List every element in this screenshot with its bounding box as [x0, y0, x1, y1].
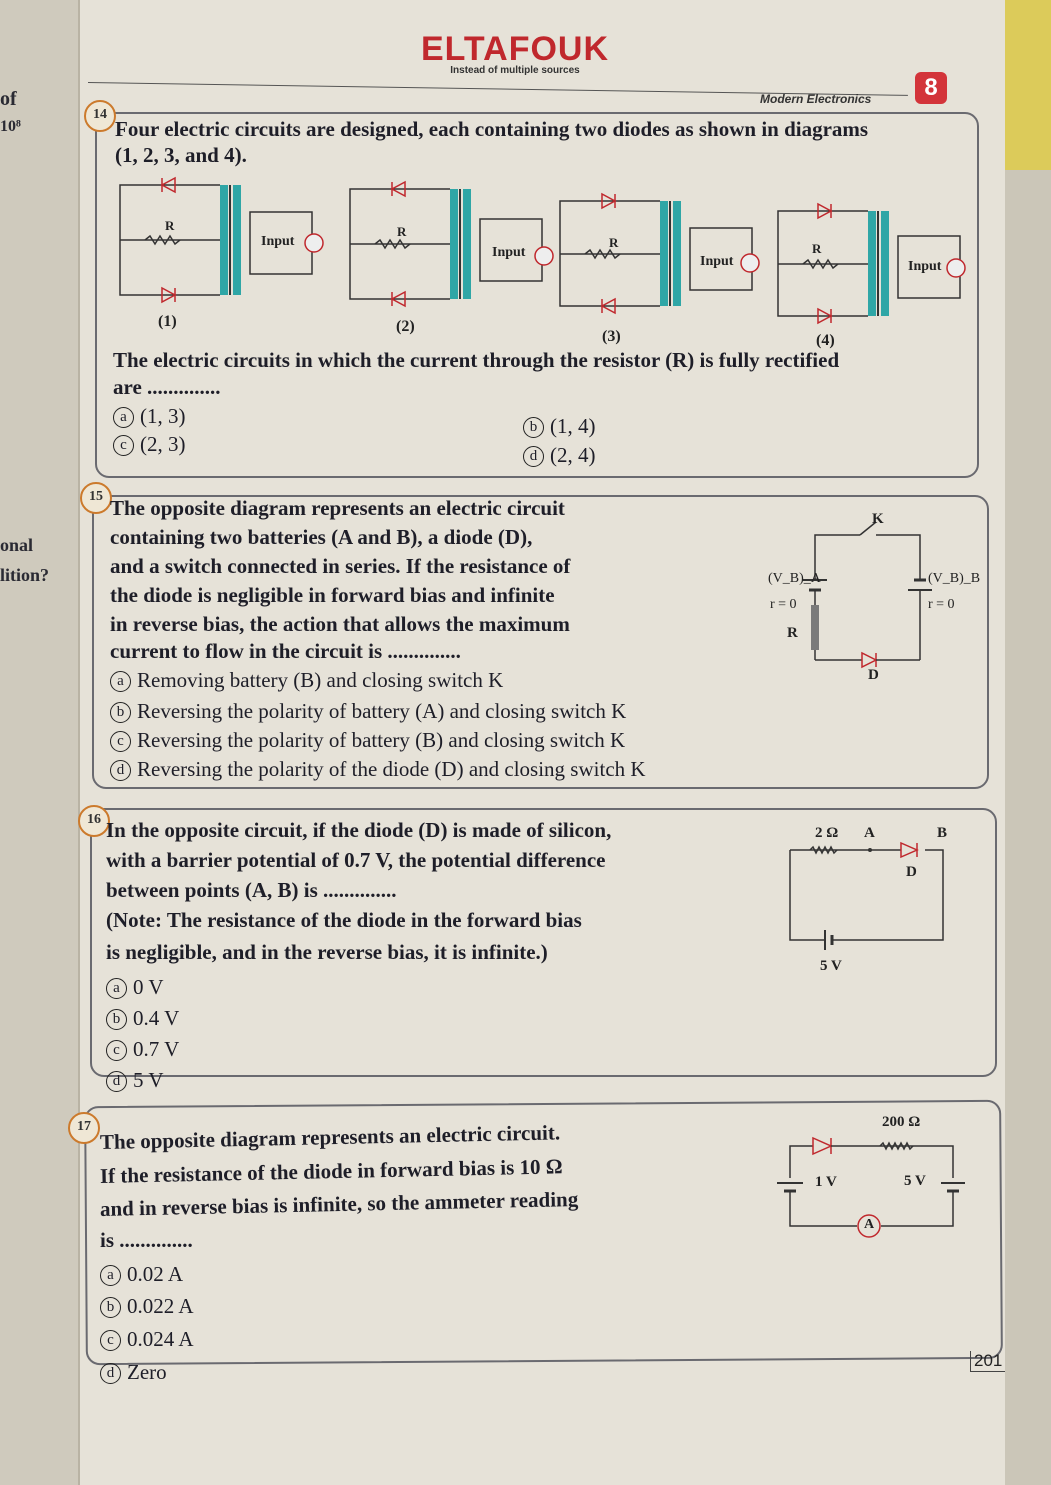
option-bubble: c [100, 1330, 121, 1351]
q15-line: and a switch connected in series. If the resistance of [110, 554, 571, 578]
chapter-number: 8 [915, 72, 947, 104]
resistor-label: R [609, 235, 619, 250]
point-a-label: A [864, 825, 875, 841]
battery-label: 5 V [820, 958, 842, 974]
q15-line: current to flow in the circuit is .............. [110, 639, 461, 663]
input-label: Input [700, 254, 734, 269]
option-b[interactable]: b 0.022 A [100, 1294, 194, 1319]
q16-line: with a barrier potential of 0.7 V, the potential difference [106, 848, 606, 872]
left-fragment: of [0, 88, 17, 110]
option-bubble: a [106, 978, 127, 999]
option-b[interactable]: b (1, 4) [523, 414, 596, 439]
option-b[interactable]: b Reversing the polarity of battery (A) and closing switch K [110, 699, 626, 724]
battery-a-label: (V_B)_A [768, 571, 821, 586]
question-number: 16 [78, 805, 110, 837]
circuit-2 [350, 182, 553, 306]
q15-line: in reverse bias, the action that allows the maximum [110, 612, 570, 636]
option-c[interactable]: c 0.7 V [106, 1037, 179, 1062]
page-edge [1005, 170, 1051, 1485]
point-b-label: B [937, 825, 948, 841]
q16-circuit [785, 835, 955, 955]
option-bubble: b [100, 1297, 121, 1318]
page-number: 201 [970, 1351, 1005, 1372]
input-label: Input [492, 245, 526, 260]
option-a[interactable]: a 0 V [106, 975, 164, 1000]
page-header [420, 30, 610, 76]
q16-line: (Note: The resistance of the diode in the forward bias [106, 908, 582, 932]
battery-b-label: (V_B)_B [928, 571, 981, 586]
q14-question-2: are .............. [113, 375, 221, 399]
option-a[interactable]: a 0.02 A [100, 1262, 183, 1287]
q14-question: The electric circuits in which the current through the resistor (R) is fully rectified [113, 348, 840, 372]
option-c[interactable]: c (2, 3) [113, 432, 186, 457]
option-bubble: c [113, 435, 134, 456]
logo: ELTAFOUK [420, 30, 610, 68]
input-label: Input [261, 234, 295, 249]
q17-line: and in reverse bias is infinite, so the ammeter reading [99, 1186, 579, 1221]
question-number: 15 [80, 482, 112, 514]
q16-line: In the opposite circuit, if the diode (D) is made of silicon, [106, 818, 612, 842]
diagram-label-1: (1) [158, 313, 177, 330]
q16-line: between points (A, B) is .............. [106, 878, 397, 902]
option-bubble: a [113, 407, 134, 428]
resistance-b-label: r = 0 [928, 597, 955, 612]
resistor-label: R [812, 241, 822, 256]
input-label: Input [908, 259, 942, 274]
option-bubble: c [110, 731, 131, 752]
diagram-label-4: (4) [816, 332, 835, 349]
logo-tagline: Instead of multiple sources [450, 65, 580, 76]
resistor-label: 200 Ω [882, 1114, 921, 1130]
q15-line: the diode is negligible in forward bias and infinite [110, 583, 555, 607]
ammeter-icon: A [864, 1217, 875, 1232]
battery-1-label: 1 V [815, 1174, 837, 1190]
option-a[interactable]: a Removing battery (B) and closing switch K [110, 668, 503, 693]
option-bubble: d [106, 1071, 127, 1092]
resistor-label: 2 Ω [815, 825, 839, 841]
option-c[interactable]: c Reversing the polarity of battery (B) and closing switch K [110, 728, 625, 753]
option-bubble: b [106, 1009, 127, 1030]
option-bubble: d [110, 760, 131, 781]
option-c[interactable]: c 0.024 A [100, 1327, 194, 1352]
q15-line: containing two batteries (A and B), a diode (D), [110, 525, 533, 549]
resistor-label: R [165, 218, 175, 233]
left-fragment: 10⁸ [0, 118, 21, 135]
diagram-label-3: (3) [602, 328, 621, 345]
q17-line: The opposite diagram represents an electric circuit. [99, 1120, 561, 1154]
q14-diagrams [100, 170, 980, 340]
q17-line: is .............. [100, 1228, 193, 1252]
diode-label: D [868, 667, 879, 683]
option-d[interactable]: d Zero [100, 1360, 167, 1385]
switch-label: K [872, 511, 884, 527]
option-bubble: d [100, 1363, 121, 1384]
diagram-label-2: (2) [396, 318, 415, 335]
diode-label: D [906, 864, 917, 880]
previous-page-edge [0, 0, 80, 1485]
question-number: 17 [68, 1112, 100, 1144]
resistance-a-label: r = 0 [770, 597, 797, 612]
option-bubble: b [523, 417, 544, 438]
q17-circuit [775, 1128, 975, 1238]
battery-2-label: 5 V [904, 1173, 926, 1189]
q14-stem: Four electric circuits are designed, each containing two diodes as shown in diagrams [115, 117, 869, 141]
option-d[interactable]: d (2, 4) [523, 443, 596, 468]
section-title: Modern Electronics [760, 92, 872, 106]
chapter-tab [1005, 0, 1051, 170]
resistor-label: R [397, 224, 407, 239]
resistor-label: R [787, 625, 798, 641]
question-number: 14 [84, 100, 116, 132]
left-fragment: onal [0, 535, 34, 555]
option-bubble: d [523, 446, 544, 467]
option-bubble: b [110, 702, 131, 723]
option-d[interactable]: d 5 V [106, 1068, 164, 1093]
q15-line: The opposite diagram represents an electric circuit [110, 496, 565, 520]
option-d[interactable]: d Reversing the polarity of the diode (D) and closing switch K [110, 757, 646, 782]
option-b[interactable]: b 0.4 V [106, 1006, 179, 1031]
option-a[interactable]: a (1, 3) [113, 404, 186, 429]
q14-stem-2: (1, 2, 3, and 4). [115, 143, 247, 167]
left-fragment: lition? [0, 565, 50, 585]
option-bubble: a [100, 1265, 121, 1286]
q16-line: is negligible, and in the reverse bias, it is infinite.) [106, 940, 548, 964]
option-bubble: a [110, 671, 131, 692]
q17-line: If the resistance of the diode in forward bias is 10 Ω [99, 1154, 563, 1188]
option-bubble: c [106, 1040, 127, 1061]
